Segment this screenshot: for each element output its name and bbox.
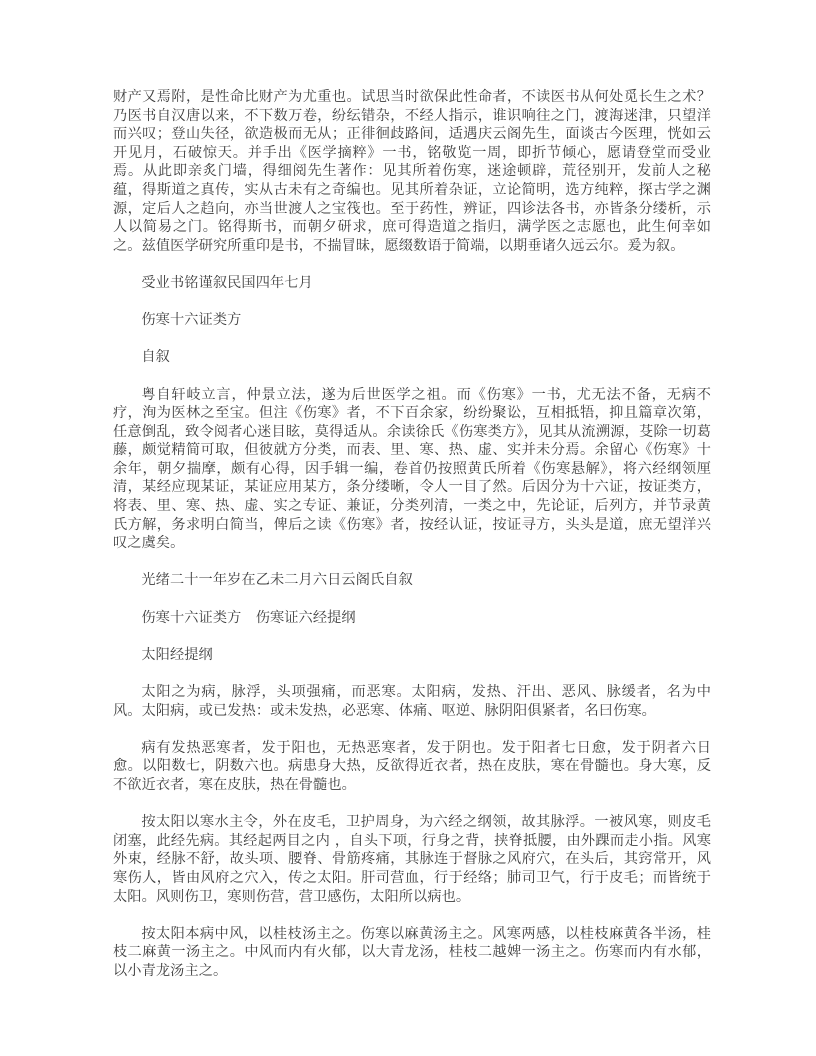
text-content [113, 88, 711, 999]
paragraph: 伤寒十六证类方 伤寒证六经提纲 [141, 609, 356, 626]
paragraph: 财产又焉附，是性命比财产为尤重也。试思当时欲保此性命者，不读医书从何处觅长生之术？乃医书自汉唐以来，不下数万卷，纷纭错杂，不经人指示，谁识响往之门，渡海迷津，只望洋而兴叹；登山失径，欲造极而无从；正徘徊歧路间，适遇庆云阁先生，面谈古今医理，恍如云开见月，石破惊天。并手出《医学摘粹》一书，铭敬览一周，即折节倾心，愿请登堂而受业焉。从此即亲炙门墙，得细阅先生著作：见其所着伤寒，迷途顿辟，荒径别开，发前人之秘蕴，得斯道之真传，实从古未有之奇编也。见其所着杂证，立论简明，选方纯粹，探古学之渊源，定后人之趋向，亦当世渡人之宝筏也。至于药性，辨证，四诊法各书，亦皆条分缕析，示人以简易之门。铭得斯书，而朝夕研求，庶可得造道之指归，满学医之志愿也，此生何幸如之。兹值医学研究所重印是书，不揣冒昧，愿缀数语于简端，以期垂诸久远云尔。爰为叙。 [113, 89, 711, 254]
paragraph: 受业书铭谨叙民国四年七月 [141, 274, 313, 291]
paragraph: 光绪二十一年岁在乙未二月六日云阁氏自叙 [141, 572, 413, 589]
paragraph: 太阳之为病，脉浮，头项强痛，而恶寒。太阳病，发热、汗出、恶风、脉缓者，名为中风。太阳病，或已发热：或未发热，必恶寒、体痛、呕逆、脉阴阳俱紧者，名曰伤寒。 [113, 684, 711, 719]
paragraph: 自叙 [141, 349, 170, 366]
paragraph: 病有发热恶寒者，发于阳也，无热恶寒者，发于阴也。发于阳者七日愈，发于阴者六日愈。以阳数七，阴数六也。病患身大热，反欲得近衣者，热在皮肤，寒在骨髓也。身大寒，反不欲近衣者，寒在皮肤，热在骨髓也。 [113, 739, 711, 793]
paragraph: 太阳经提纲 [141, 646, 213, 663]
paragraph: 伤寒十六证类方 [141, 312, 242, 329]
paragraph: 粤自轩岐立言，仲景立法，遂为后世医学之祖。而《伤寒》一书，尤无法不备，无病不疗，洵为医林之至宝。但注《伤寒》者，不下百余家，纷纷聚讼，互相抵牾，抑且篇章次第，任意倒乱，致令阅者心迷目眩，莫得适从。余读徐氏《伤寒类方》，见其从流溯源，芟除一切葛藤，颇觉精简可取，但彼就方分类，而表、里、寒、热、虚、实并未分焉。余留心《伤寒》十余年，朝夕揣摩，颇有心得，因手辑一编，卷首仍按照黄氏所着《伤寒悬解》，将六经纲领厘清，某经应现某证，某证应用某方，条分缕晰，令人一目了然。后因分为十六证，按证类方，将表、里、寒、热、虚、实之专证、兼证，分类列清，一类之中，先论证，后列方，并节录黄氏方解，务求明白简当，俾后之读《伤寒》者，按经认证，按证寻方，头头是道，庶无望洋兴叹之虞矣。 [113, 386, 711, 552]
paragraph: 按太阳本病中风，以桂枝汤主之。伤寒以麻黄汤主之。风寒两感，以桂枝麻黄各半汤，桂枝二麻黄一汤主之。中风而内有火郁，以大青龙汤，桂枝二越婢一汤主之。伤寒而内有水郁，以小青龙汤主之。 [113, 925, 711, 979]
paragraph: 按太阳以寒水主令，外在皮毛，卫护周身，为六经之纲领，故其脉浮。一被风寒，则皮毛闭塞，此经先病。其经起两目之内 ，自头下项，行身之背，挟脊抵腰，由外踝而走小指。风寒外束，经脉不舒，故头项、腰脊、骨筋疼痛，其脉连于督脉之风府穴，在头后，其窍常开，风寒伤人，皆由风府之穴入，传之太阳。肝司营血，行于经络；肺司卫气，行于皮毛；而皆统于太阳。风则伤卫，寒则伤营，营卫感伤，太阳所以病也。 [113, 814, 711, 905]
